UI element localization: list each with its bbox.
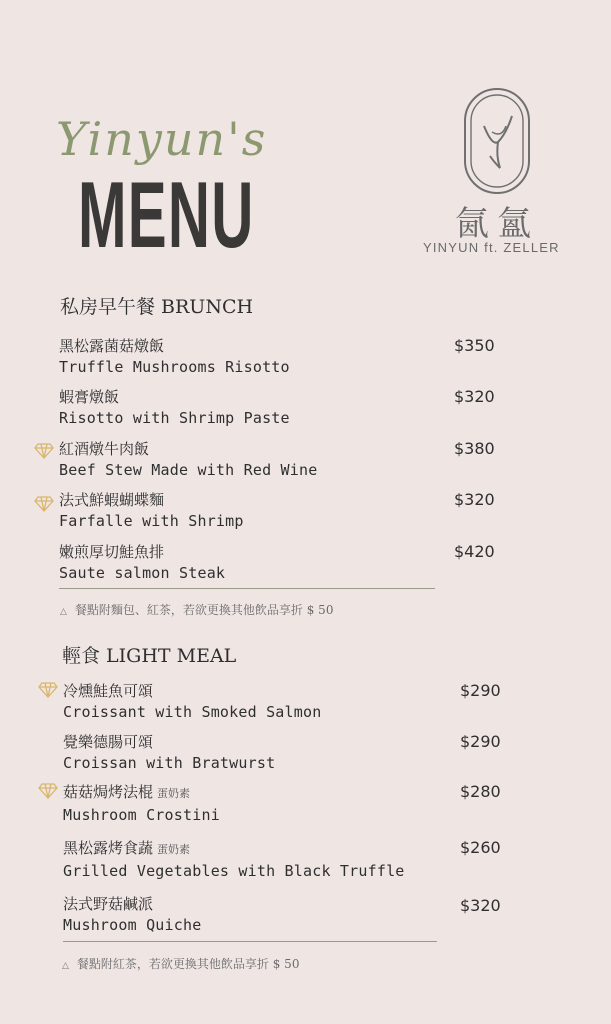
- section-divider: [59, 588, 435, 589]
- diamond-icon: [34, 496, 54, 512]
- note-text: 餐點附紅茶，若欲更換其他飲品享折 $ 50: [76, 957, 300, 971]
- item-name-zh: [63, 838, 405, 860]
- item-price: $260: [460, 838, 501, 857]
- item-name-zh: 冷燻鮭魚可頌: [63, 682, 154, 700]
- vegetarian-tag: 蛋奶素: [157, 843, 191, 856]
- item-name-en: Mushroom Quiche: [63, 916, 202, 934]
- item-price: $320: [454, 490, 495, 509]
- item-name-zh-text: 黑松露烤食蔬: [63, 839, 154, 857]
- menu-heading: MENU: [78, 162, 255, 267]
- triangle-icon: △: [62, 961, 69, 971]
- item-name-zh: 黑松露菌菇燉飯: [59, 337, 165, 355]
- light-meal-section-title: 輕食 LIGHT MEAL: [62, 645, 237, 667]
- script-title: Yinyun's: [56, 112, 268, 166]
- note-text: 餐點附麵包、紅茶，若欲更換其他飲品享折 $ 50: [74, 603, 334, 617]
- diamond-icon: [38, 783, 58, 799]
- menu-item: [63, 838, 405, 881]
- menu-item: [63, 732, 275, 773]
- brunch-note: [60, 601, 333, 618]
- item-name-en: Farfalle with Shrimp: [59, 512, 244, 530]
- item-price: $380: [454, 439, 495, 458]
- item-price: $420: [454, 542, 495, 561]
- item-name-en: Saute salmon Steak: [59, 564, 226, 582]
- menu-item: [59, 336, 290, 377]
- item-name-zh: 法式鮮蝦蝴蝶麵: [59, 491, 165, 509]
- item-name-en: Croissant with Smoked Salmon: [63, 703, 322, 721]
- menu-item: [59, 542, 225, 583]
- item-name-zh: 嫩煎厚切鮭魚排: [59, 543, 165, 561]
- item-name-en: Grilled Vegetables with Black Truffle: [63, 862, 405, 880]
- item-price: $290: [460, 681, 501, 700]
- menu-item: [63, 681, 321, 722]
- item-name-zh: [63, 782, 220, 804]
- menu-item: [63, 894, 201, 935]
- menu-item: [59, 439, 317, 480]
- item-price: $290: [460, 732, 501, 751]
- item-name-en: Truffle Mushrooms Risotto: [59, 358, 290, 376]
- item-price: $350: [454, 336, 495, 355]
- triangle-icon: △: [60, 607, 67, 617]
- item-price: $320: [454, 387, 495, 406]
- section-divider: [63, 941, 437, 942]
- menu-item: [63, 782, 220, 825]
- light-meal-note: [62, 955, 299, 972]
- item-name-en: Mushroom Crostini: [63, 806, 220, 824]
- item-price: $320: [460, 896, 501, 915]
- item-name-zh: 法式野菇鹹派: [63, 895, 154, 913]
- diamond-icon: [34, 443, 54, 459]
- item-name-en: Risotto with Shrimp Paste: [59, 409, 290, 427]
- item-name-en: Beef Stew Made with Red Wine: [59, 461, 318, 479]
- item-name-zh: 紅酒燉牛肉飯: [59, 440, 150, 458]
- item-name-en: Croissan with Bratwurst: [63, 754, 276, 772]
- item-name-zh: 蝦膏燉飯: [59, 388, 120, 406]
- logo-english-name: YINYUN ft. ZELLER: [423, 240, 560, 255]
- logo-emblem: [462, 86, 532, 196]
- item-price: $280: [460, 782, 501, 801]
- menu-item: [59, 387, 290, 428]
- menu-item: [59, 490, 244, 531]
- brunch-section-title: 私房早午餐 BRUNCH: [60, 296, 254, 318]
- vegetarian-tag: 蛋奶素: [157, 787, 191, 800]
- diamond-icon: [38, 682, 58, 698]
- item-name-zh: 覺樂德腸可頌: [63, 733, 154, 751]
- item-name-zh-text: 菇菇焗烤法棍: [63, 783, 154, 801]
- logo-chinese-name: 氤氳: [455, 204, 539, 244]
